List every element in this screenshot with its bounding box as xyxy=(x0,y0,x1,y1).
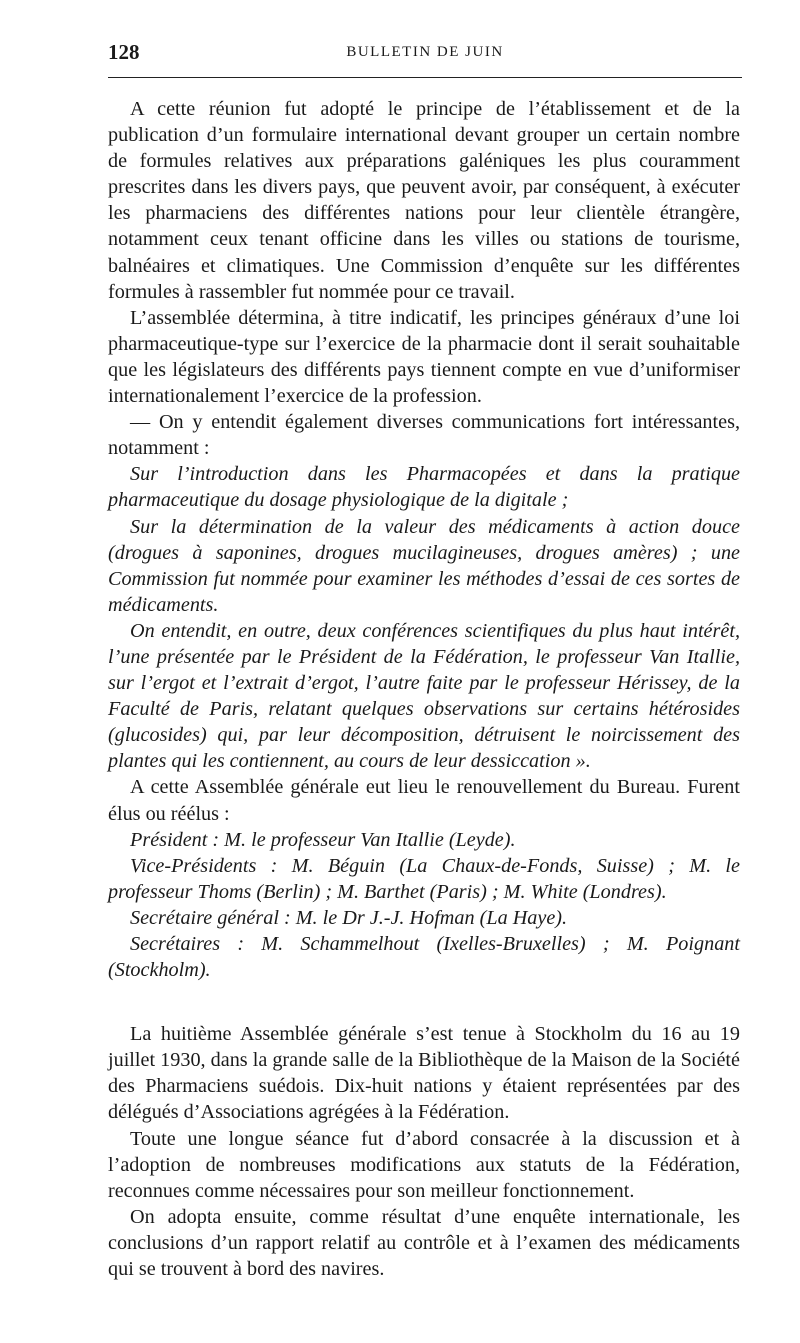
paragraph-navires: On adopta ensuite, comme résultat d’une enquête internationale, les conclusions d’un rapport relatif au contrôle et à l’examen des médicaments qui se trouvent à bord des navires. xyxy=(108,1205,740,1281)
paragraph-secretaire-general: Secrétaire général : M. le Dr J.-J. Hofman (La Haye). xyxy=(130,906,568,929)
paragraph-conferences: On entendit, en outre, deux conférences scientifiques du plus haut intérêt, l’une présentée par le Président de la Fédération, le professeur Van Itallie, sur l’ergot et l’extrait d’ergot, l’autre faite par le professeur Hérissey, de la Faculté de Paris, relatant quelques observations sur certains hétérosides (glucosides) qui, par leur décomposition, détruisent le noircissement des plantes qui les contiennent, au cours de leur dessiccation ». xyxy=(108,619,740,773)
paragraph-medicaments: Sur la détermination de la valeur des médicaments à action douce (drogues à saponines, drogues mucilagineuses, drogues amères) ; une Commission fut nommée pour examiner les méthodes d’essai de ces sortes de médicaments. xyxy=(108,515,740,616)
page-header xyxy=(108,40,742,70)
paragraph-statuts: Toute une longue séance fut d’abord consacrée à la discussion et à l’adoption de nombreuses modifications aux statuts de la Fédération, reconnues comme nécessaires pour son meilleur fonctionnement. xyxy=(108,1127,740,1202)
paragraph-secretaires: Secrétaires : M. Schammelhout (Ixelles-Bruxelles) ; M. Poignant (Stockholm). xyxy=(108,933,740,982)
body-text xyxy=(108,96,740,1282)
paragraph-formulary: A cette réunion fut adopté le principe de l’établissement et de la publication d’un formulaire international devant grouper un certain nombre de formules relatives aux préparations galéniques les plus couramment prescrites dans les divers pays, que peuvent avoir, par conséquent, à exécuter les pharmaciens des différentes nations pour leur clientèle étrangère, notamment ceux tenant officine dans les villes ou stations de tourisme, balnéaires et climatiques. Une Commission d’enquête sur les différentes formules à rassembler fut nommée pour ce travail. xyxy=(108,98,740,303)
paragraph-law: L’assemblée détermina, à titre indicatif, les principes généraux d’une loi pharmaceutique-type sur l’exercice de la pharmacie dont il serait souhaitable que les législateurs des différents pays tiennent compte en vue d’uniformiser internationalement l’exercice de la profession. xyxy=(108,306,740,408)
paragraph-stockholm: La huitième Assemblée générale s’est tenue à Stockholm du 16 au 19 juillet 1930, dans la grande salle de la Bibliothèque de la Maison de la Société des Pharmaciens suédois. Dix-huit nations y étaient représentées par des délégués d’Associations agrégées à la Fédération. xyxy=(108,1023,740,1124)
paragraph-president: Président : M. le professeur Van Itallie (Leyde). xyxy=(130,828,516,851)
paragraph-communications: — On y entendit également diverses communications fort intéressantes, notamment : xyxy=(108,411,740,460)
page-number: 128 xyxy=(108,40,140,64)
header-rule xyxy=(108,77,742,78)
paragraph-digitale: Sur l’introduction dans les Pharmacopées et dans la pratique pharmaceutique du dosage physiologique de la digitale ; xyxy=(108,463,740,512)
paragraph-vice-presidents: Vice-Présidents : M. Béguin (La Chaux-de-Fonds, Suisse) ; M. le professeur Thoms (Berlin) ; M. Barthet (Paris) ; M. White (Londres). xyxy=(108,854,740,903)
section-gap xyxy=(108,983,740,1021)
paragraph-bureau: A cette Assemblée générale eut lieu le renouvellement du Bureau. Furent élus ou réélus : xyxy=(108,776,740,825)
running-title: BULLETIN DE JUIN xyxy=(346,44,504,60)
